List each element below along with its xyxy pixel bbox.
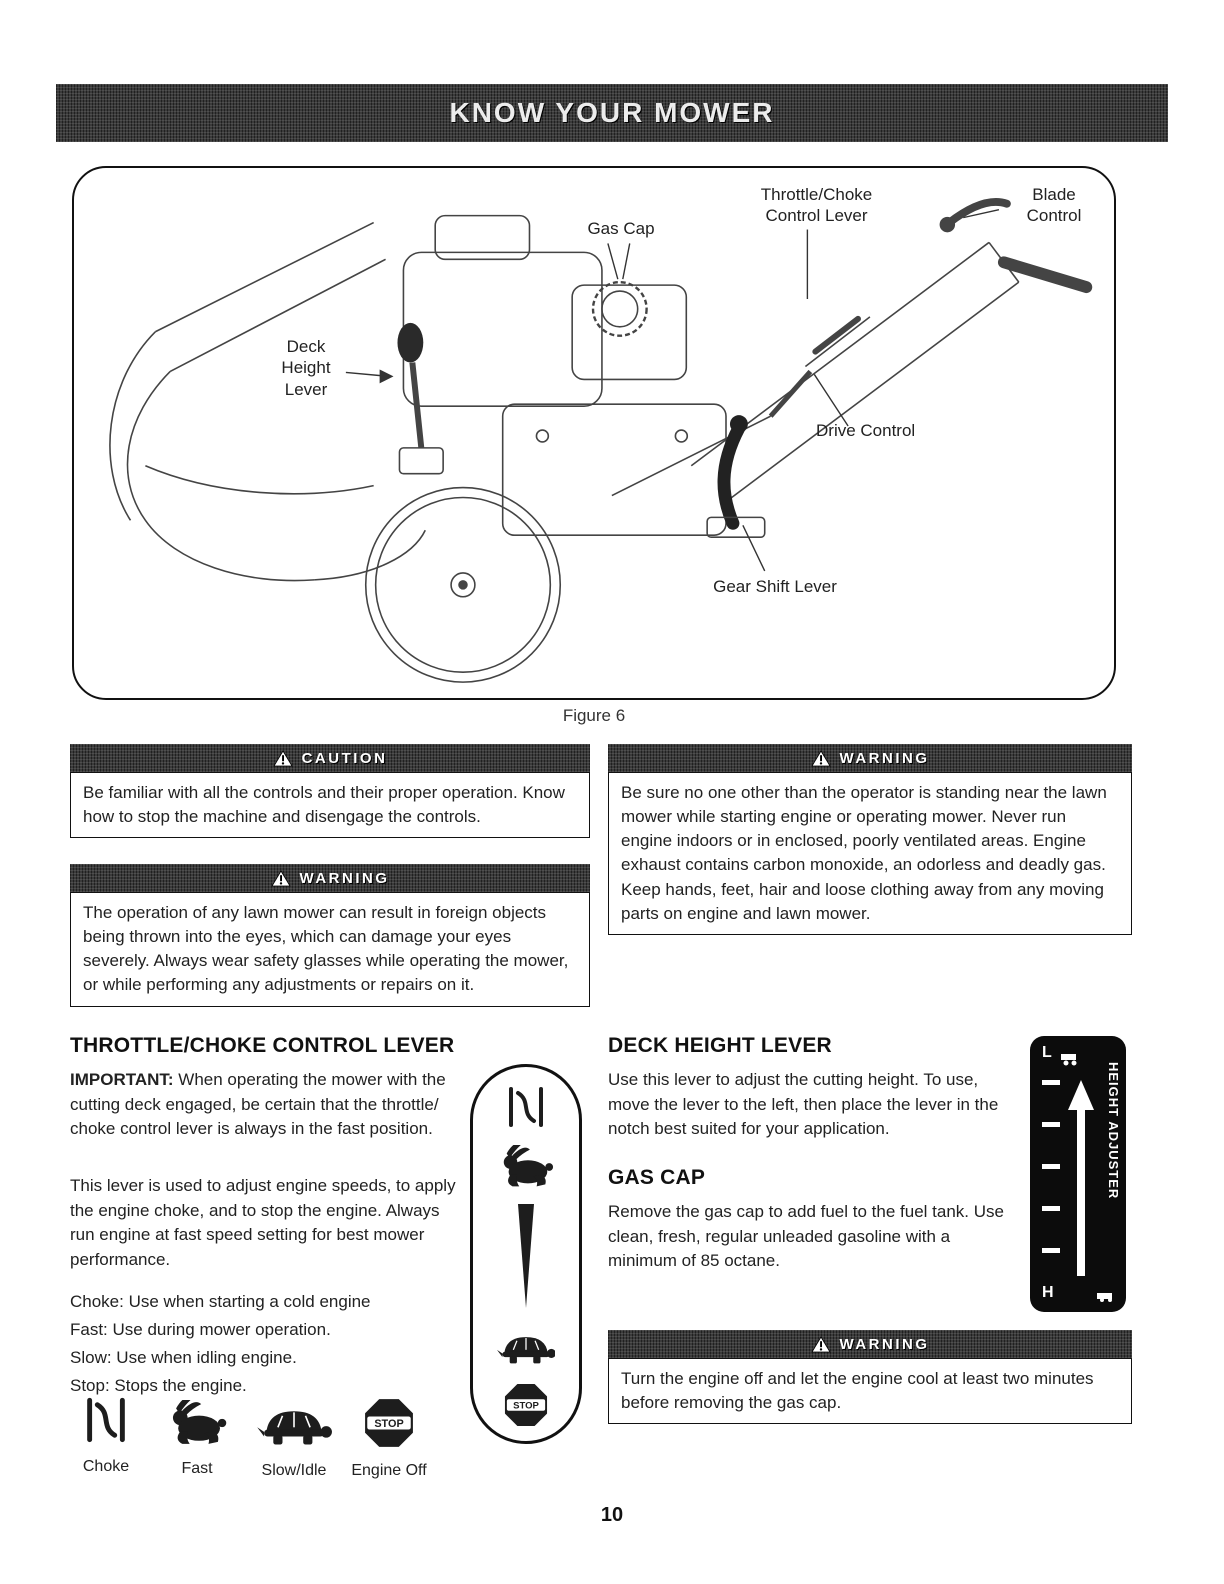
label-drive-control: Drive Control [816,421,916,440]
gas-cap-body: Remove the gas cap to add fuel to the fuel tank. Use clean, fresh, regular unleaded gasoline with a minimum of 85 octane. [608,1202,1004,1271]
label-deck-height-lever: Deck Height Lever [281,337,331,399]
throttle-body-paragraph: This lever is used to adjust engine speeds, to apply the engine choke, and to stop the engine. Always run engine at fast speed setting for best mower performance. [70,1176,456,1269]
warning-eyes-body: The operation of any lawn mower can result in foreign objects being thrown into the eyes, which can damage your eyes severely. Always wear safety glasses while operating the mower, or while performing any adjustments or repairs on it. [70,892,590,1007]
warning-title: WARNING [299,869,390,887]
throttle-decal [470,1064,582,1444]
rabbit-icon [163,1400,231,1446]
caution-header [70,744,590,772]
warning-eyes-header [70,864,590,892]
figure-box [72,166,1116,700]
notch-mark [1042,1248,1060,1253]
turtle-icon [497,1328,555,1368]
height-pointer-arrow [1068,1080,1094,1281]
banner-title: KNOW YOUR MOWER [449,97,775,128]
warning-triangle-icon [811,1336,831,1353]
notch-mark [1042,1206,1060,1211]
height-adjuster-label: HEIGHT ADJUSTER [1106,1062,1121,1200]
height-low-letter: L [1042,1044,1052,1061]
legend-label: Slow/Idle [261,1462,327,1479]
label-blade-control: Blade Control [1026,185,1082,226]
warning-bystanders-body: Be sure no one other than the operator is standing near the lawn mower while starting engine or operating mower. Never run engine indoors or in enclosed, poorly ventilated areas. Engine exhaust contains carbon monoxide, an odorless and deadly gas. Keep hands, feet, hair and loose clothing away from any moving parts on engine and lawn mower. [608,772,1132,935]
label-gas-cap: Gas Cap [587,219,655,238]
warning-gas-header [608,1330,1132,1358]
warning-triangle-icon [273,750,293,767]
figure-caption: Figure 6 [562,706,626,725]
important-label: IMPORTANT: [70,1070,174,1089]
throttle-positions-list [70,1288,462,1400]
list-item-slow: Slow: Use when idling engine. [70,1348,297,1367]
label-throttle-choke: Throttle/Choke Control Lever [760,185,873,226]
notch-mark [1042,1122,1060,1127]
legend-fast [152,1400,242,1478]
choke-icon [82,1396,130,1444]
legend-engine-off [344,1398,434,1480]
section-banner [56,84,1168,142]
stop-icon [364,1398,414,1448]
deck-height-heading: DECK HEIGHT LEVER [608,1034,832,1057]
list-item-stop: Stop: Stops the engine. [70,1376,247,1395]
throttle-section-heading: THROTTLE/CHOKE CONTROL LEVER [70,1034,455,1057]
label-gear-shift-lever: Gear Shift Lever [713,577,837,596]
notch-mark [1042,1164,1060,1169]
mower-height-glyph [1096,1288,1118,1302]
legend-label: Choke [82,1458,130,1475]
svg-text:STOP: STOP [374,1417,404,1430]
deck-height-body: Use this lever to adjust the cutting height. To use, move the lever to the left, then place the lever in the notch best suited for your application. [608,1070,999,1139]
list-item-fast: Fast: Use during mower operation. [70,1320,331,1339]
important-text: When operating the mower with the cutting deck engaged, be certain that the throttle/ choke control lever is always in the fast position. [70,1070,446,1139]
warning-title: WARNING [839,749,930,767]
warning-triangle-icon [271,870,291,887]
legend-label: Fast [181,1460,213,1477]
caution-body: Be familiar with all the controls and their proper operation. Know how to stop the machine and disengage the controls. [70,772,590,838]
rabbit-icon [497,1145,555,1189]
height-adjuster-decal [1030,1036,1126,1312]
mower-height-glyph [1060,1052,1082,1066]
turtle-icon [256,1402,332,1448]
choke-icon [503,1085,549,1129]
stop-icon [504,1383,548,1427]
svg-text:STOP: STOP [513,1400,539,1412]
speed-range-arrow-icon [514,1204,538,1312]
warning-gas-body: Turn the engine off and let the engine cool at least two minutes before removing the gas cap. [608,1358,1132,1424]
throttle-important-paragraph [70,1068,462,1142]
legend-label: Engine Off [351,1462,427,1479]
notch-mark [1042,1080,1060,1085]
height-high-letter: H [1042,1284,1054,1301]
legend-choke [66,1396,146,1476]
legend-slow-idle [244,1402,344,1480]
warning-triangle-icon [811,750,831,767]
list-item-choke: Choke: Use when starting a cold engine [70,1292,371,1311]
mower-illustration [74,168,1114,698]
gas-cap-heading: GAS CAP [608,1166,706,1189]
warning-title: WARNING [839,1335,930,1353]
warning-bystanders-header [608,744,1132,772]
page-number: 10 [600,1504,624,1526]
caution-title: CAUTION [301,749,388,767]
